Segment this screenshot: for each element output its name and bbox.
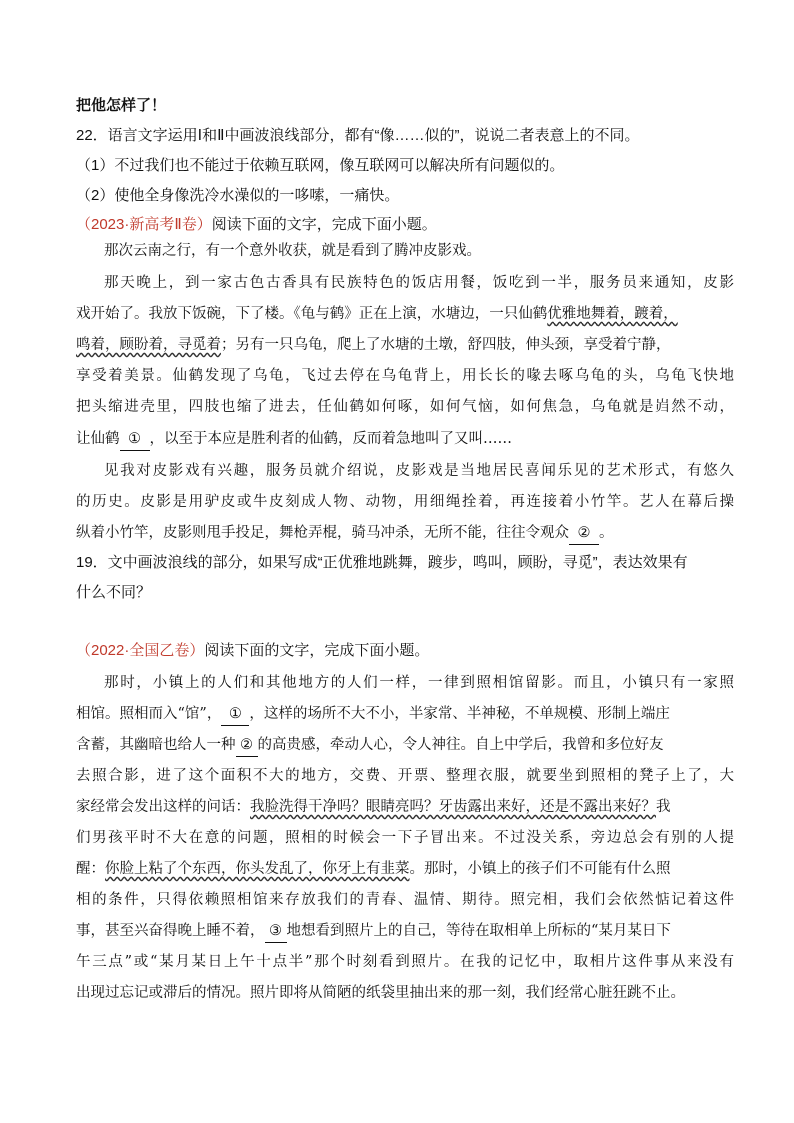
question-22-option-1: （1）不过我们也不能过于依赖互联网，像互联网可以解决所有问题似的。 bbox=[76, 157, 565, 174]
blank-2022-1: ① bbox=[221, 703, 249, 726]
question-22-option-2: （2）使他全身像洗冷水澡似的一哆嗦，一痛快。 bbox=[76, 187, 400, 204]
blank-1: ① bbox=[120, 428, 150, 451]
question-22-stem: 22．语言文字运用Ⅰ和Ⅱ中画波浪线部分，都有“像……似的”，说说二者表意上的不同。 bbox=[76, 127, 640, 144]
passage-2023-p2-line1: 那天晚上，到一家古色古香具有民族特色的饭店用餐，饭吃到一半，服务员来通知，皮影 bbox=[104, 275, 734, 291]
passage-2022-line2: 相馆。照相而入“馆”， ① ，这样的场所不大不小，半家常、半神秘，不单规模、形制上端庄 bbox=[76, 703, 670, 726]
passage-2022-line11: 出现过忘记或滞后的情况。照片即将从简陋的纸袋里抽出来的那一刻，我们经常心脏狂跳不止。 bbox=[76, 985, 685, 1001]
passage-2022-line4: 去照合影，进了这个面积不大的地方，交费、开票、整理衣服，就要坐到照相的凳子上了，大 bbox=[76, 768, 734, 784]
passage-2022-line5: 家经常会发出这样的问话：我脸洗得干净吗？眼睛亮吗？牙齿露出来好，还是不露出来好？我 bbox=[76, 799, 671, 815]
passage-2023-p2-line2: 戏开始了。我放下饭碗，下了楼。《龟与鹤》正在上演，水塘边，一只仙鹤优雅地舞着，踱着， bbox=[76, 306, 678, 322]
section-2022-header bbox=[76, 640, 429, 662]
passage-2023-p1: 那次云南之行，有一个意外收获，就是看到了腾冲皮影戏。 bbox=[104, 243, 481, 259]
passage-2022-line1: 那时，小镇上的人们和其他地方的人们一样，一律到照相馆留影。而且，小镇只有一家照 bbox=[104, 675, 734, 691]
source-tag-2022: （2022·全国乙卷） bbox=[76, 642, 205, 659]
source-tag-2023: （2023·新高考Ⅱ卷） bbox=[76, 216, 212, 233]
passage-2023-p2-line3: 鸣着，顾盼着，寻觅着；另有一只乌龟，爬上了水塘的土墩，舒四肢，伸头颈，享受着宁静， bbox=[76, 337, 671, 353]
passage-2022-line9: 事，甚至兴奋得晚上睡不着， ③ 地想看到照片上的自己，等待在取相单上所标的“某月某日下 bbox=[76, 920, 671, 943]
passage-2023-p3-line3: 纵着小竹竿，皮影则甩手投足，舞枪弄棍，骑马冲杀，无所不能，往往令观众 ② 。 bbox=[76, 522, 614, 545]
wavy-underline-reminders: 你脸上粘了个东西，你头发乱了，你牙上有韭菜 bbox=[105, 861, 410, 877]
wavy-underline-questions: 我脸洗得干净吗？眼睛亮吗？牙齿露出来好，还是不露出来好？ bbox=[250, 799, 656, 815]
question-19-line1: 19．文中画波浪线的部分，如果写成“正优雅地跳舞，踱步，鸣叫，顾盼，寻觅”，表达效果有 bbox=[76, 554, 688, 571]
question-19-line2: 什么不同？ bbox=[76, 584, 152, 601]
wavy-underline-crane-cont: 鸣着，顾盼着，寻觅着 bbox=[76, 337, 221, 353]
passage-2022-line8: 相的条件，只得依赖照相馆来存放我们的青春、温情、期待。照完相，我们会依然惦记着这件 bbox=[76, 892, 734, 908]
passage-2022-line3: 含蓄，其幽暗也给人一种 ② 的高贵感，牵动人心，令人神往。自上中学后，我曾和多位好友 bbox=[76, 734, 664, 757]
passage-2023-p2-line5: 把头缩进壳里，四肢也缩了进去，任仙鹤如何啄，如何气恼，如何焦急，乌龟就是岿然不动， bbox=[76, 399, 734, 415]
wavy-underline-crane: 优雅地舞着，踱着， bbox=[547, 306, 678, 322]
passage-2023-p2-line4: 享受着美景。仙鹤发现了乌龟，飞过去停在乌龟背上，用长长的喙去啄乌龟的头，乌龟飞快地 bbox=[76, 368, 734, 384]
passage-2022-line7: 醒：你脸上粘了个东西，你头发乱了，你牙上有韭菜。那时，小镇上的孩子们不可能有什么照 bbox=[76, 861, 671, 877]
carry-over-line: 把他怎样了！ bbox=[76, 97, 167, 114]
blank-2: ② bbox=[569, 522, 599, 545]
passage-2022-line6: 们男孩平时不大在意的问题，照相的时候会一下子冒出来。不过没关系，旁边总会有别的人提 bbox=[76, 830, 734, 846]
passage-2023-p3-line1: 见我对皮影戏有兴趣，服务员就介绍说，皮影戏是当地居民喜闻乐见的艺术形式，有悠久 bbox=[104, 463, 734, 479]
instruction-2023: 阅读下面的文字，完成下面小题。 bbox=[211, 216, 437, 233]
section-2023-header bbox=[76, 214, 437, 236]
passage-2023-p3-line2: 的历史。皮影是用驴皮或牛皮刻成人物、动物，用细绳拴着，再连接着小竹竿。艺人在幕后操 bbox=[76, 494, 734, 510]
blank-2022-2: ② bbox=[236, 734, 258, 757]
instruction-2022: 阅读下面的文字，完成下面小题。 bbox=[204, 642, 430, 659]
blank-2022-3: ③ bbox=[265, 920, 287, 943]
passage-2022-line10: 午三点”或“某月某日上午十点半”那个时刻看到照片。在我的记忆中，取相片这件事从来没有 bbox=[76, 954, 734, 970]
passage-2023-p2-line6: 让仙鹤 ① ，以至于本应是胜利者的仙鹤，反而着急地叫了又叫…… bbox=[76, 428, 512, 451]
